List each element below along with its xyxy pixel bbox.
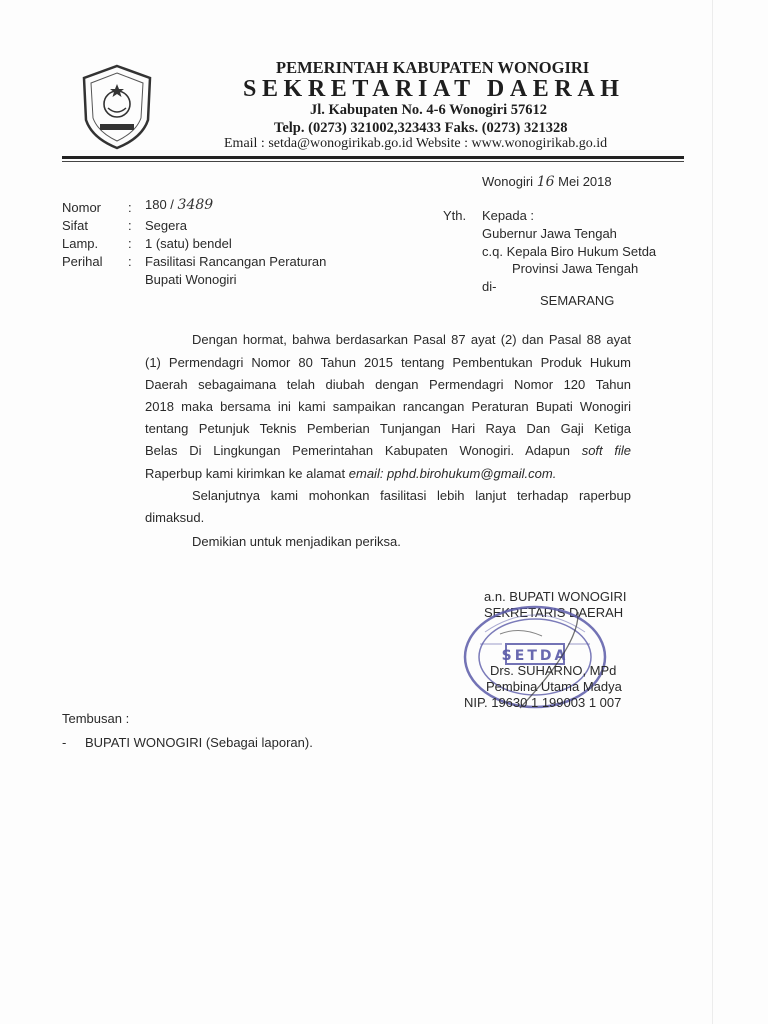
body-line: dimaksud. [145,510,205,525]
label-perihal: Perihal [62,254,103,269]
body-line: 2018 maka bersama ini kami sampaikan rancangan Peraturan Bupati Wonogiri [145,399,631,414]
value-sifat: Segera [145,218,187,233]
scan-edge [712,0,713,1024]
yth-label: Yth. [443,208,467,223]
email-address: email: pphd.birohukum@gmail.com. [348,466,557,481]
body-closing: Demikian untuk menjadikan periksa. [192,534,401,549]
body-line: Raperbup kami kirimkan ke alamat email: pphd.birohukum@gmail.com. [145,466,557,481]
body-line: tentang Petunjuk Teknis Pemberian Tunjangan Hari Raya Dan Gaji Ketiga [145,421,631,436]
body-line: Dengan hormat, bahwa berdasarkan Pasal 87 ayat (2) dan Pasal 88 ayat [192,332,631,347]
signature-title: SEKRETARIS DAERAH [484,605,624,620]
value-perihal-line2: Bupati Wonogiri [145,272,237,287]
letterhead-rule-thick [62,156,684,159]
label-sifat: Sifat [62,218,89,233]
signer-name: Drs. SUHARNO, MPd [490,663,617,678]
addressee-di: di- [482,279,497,294]
value-nomor: 180 / 3489 [145,197,214,213]
body-line: Daerah sebagaimana telah diubah dengan Permendagri Nomor 120 Tahun [145,377,631,392]
gov-name: PEMERINTAH KABUPATEN WONOGIRI [276,58,590,77]
tembusan-dash: - [62,735,67,750]
letter-date: Wonogiri 16 Mei 2018 [482,174,612,190]
label-lamp: Lamp. [62,236,99,251]
body-line: (1) Permendagri Nomor 80 Tahun 2015 tentang Pembentukan Produk Hukum [145,355,631,370]
office-address: Jl. Kabupaten No. 4-6 Wonogiri 57612 [310,102,547,118]
colon: : [128,200,132,215]
letterhead-rule-thin [62,161,684,162]
signer-rank: Pembina Utama Madya [486,679,622,694]
office-name: SEKRETARIAT DAERAH [243,76,625,102]
addressee-city: SEMARANG [540,293,615,308]
colon: : [128,236,132,251]
value-perihal-line1: Fasilitasi Rancangan Peraturan [145,254,327,269]
tembusan-label: Tembusan : [62,711,130,726]
body-line: Belas Di Lingkungan Pemerintahan Kabupaten Wonogiri. Adapun soft file [145,443,631,458]
addressee-line3: Provinsi Jawa Tengah [512,261,639,276]
value-lamp: 1 (satu) bendel [145,236,232,251]
office-email-web: Email : setda@wonogirikab.go.id Website : www.wonogirikab.go.id [224,136,608,151]
colon: : [128,254,132,269]
handwritten-number: 3489 [177,197,214,213]
wonogiri-emblem-logo [80,64,154,150]
colon: : [128,218,132,233]
signature-an: a.n. BUPATI WONOGIRI [484,589,627,604]
addressee-line2: c.q. Kepala Biro Hukum Setda [482,244,657,259]
signer-nip: NIP. 19630 1 199003 1 007 [464,695,622,710]
handwritten-day: 16 [536,174,555,190]
office-phone: Telp. (0273) 321002,323433 Faks. (0273) 321328 [274,120,568,136]
body-line: Selanjutnya kami mohonkan fasilitasi lebih lanjut terhadap raperbup [192,488,631,503]
svg-text:SETDA: SETDA [501,648,569,664]
label-nomor: Nomor [62,200,102,215]
tembusan-item: BUPATI WONOGIRI (Sebagai laporan). [85,735,313,750]
addressee-line1: Gubernur Jawa Tengah [482,226,617,241]
addressee-kepada: Kepada : [482,208,535,223]
